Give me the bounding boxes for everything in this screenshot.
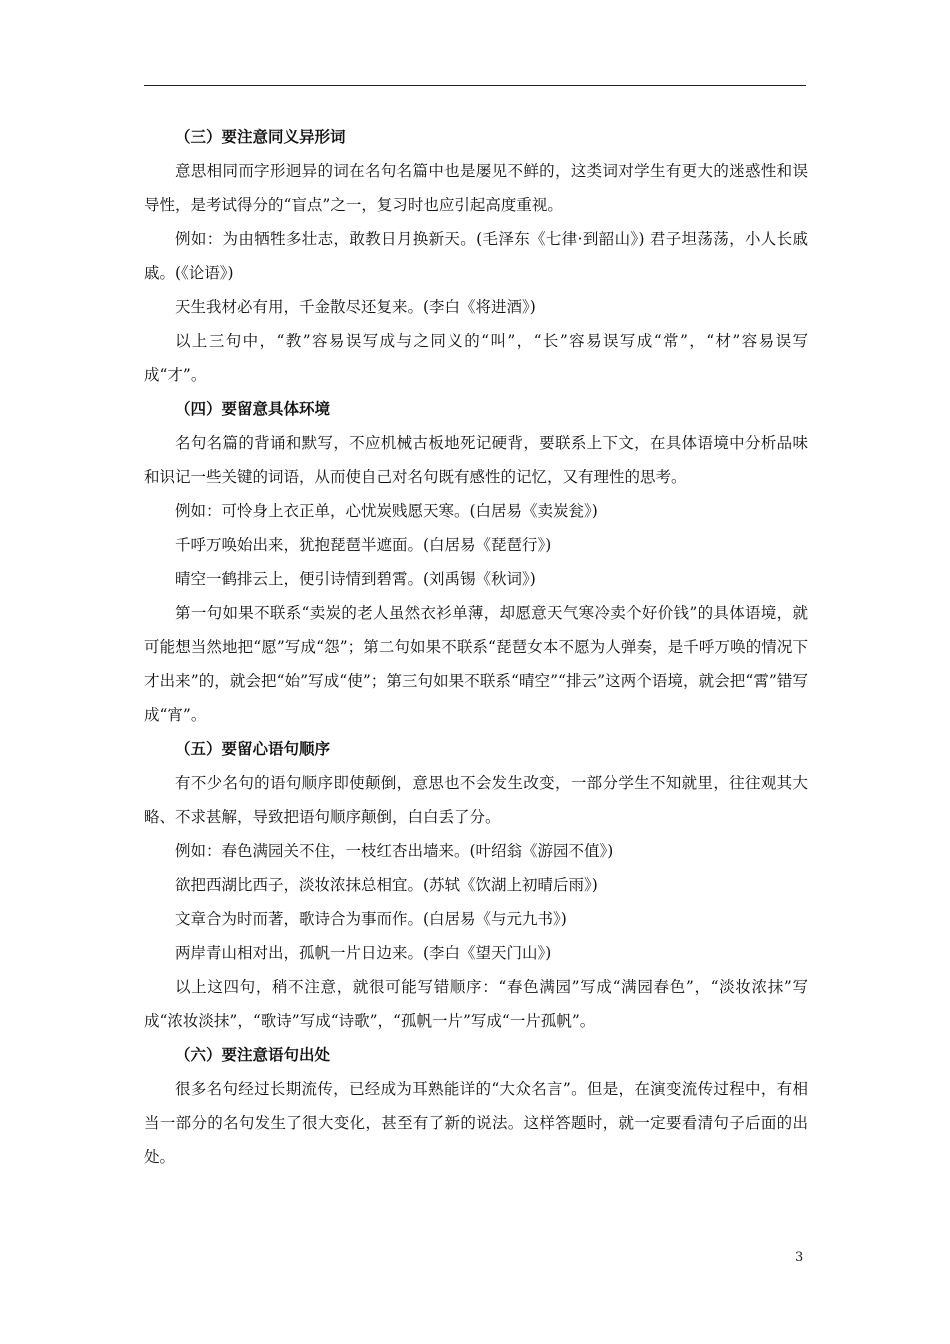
paragraph: 意思相同而字形迥异的词在名句名篇中也是屡见不鲜的，这类词对学生有更大的迷惑性和误导性，是考试得分的“盲点”之一，复习时也应引起高度重视。 bbox=[144, 162, 808, 214]
section-heading-4: （四）要留意具体环境 bbox=[175, 399, 331, 418]
section-heading-3: （三）要注意同义异形词 bbox=[175, 127, 346, 146]
document-body bbox=[144, 120, 808, 1174]
paragraph: 很多名句经过长期流传，已经成为耳熟能详的“大众名言”。但是，在演变流传过程中，有相当一部分的名句发生了很大变化，甚至有了新的说法。这样答题时，就一定要看清句子后面的出处。 bbox=[144, 1080, 808, 1166]
example-line: 例如：可怜身上衣正单，心忧炭贱愿天寒。(白居易《卖炭瓮》) bbox=[175, 502, 598, 520]
page-number: 3 bbox=[795, 1250, 804, 1265]
example-line: 天生我材必有用，千金散尽还复来。(李白《将进酒》) bbox=[175, 298, 536, 316]
paragraph: 以上这四句，稍不注意，就很可能写错顺序：“春色满园”写成“满园春色”，“淡妆浓抹”写成“浓妆淡抹”，“歌诗”写成“诗歌”，“孤帆一片”写成“一片孤帆”。 bbox=[144, 978, 808, 1030]
paragraph: 名句名篇的背诵和默写，不应机械古板地死记硬背，要联系上下文，在具体语境中分析品味和识记一些关键的词语，从而使自己对名句既有感性的记忆，又有理性的思考。 bbox=[144, 434, 808, 486]
example-line: 例如：为由牺牲多壮志，敢教日月换新天。(毛泽东《七律·到韶山》) 君子坦荡荡，小人长戚戚。(《论语》) bbox=[144, 230, 808, 282]
example-line: 欲把西湖比西子，淡妆浓抹总相宜。(苏轼《饮湖上初晴后雨》) bbox=[175, 876, 598, 894]
example-line: 晴空一鹤排云上，便引诗情到碧霄。(刘禹锡《秋词》) bbox=[175, 570, 536, 588]
paragraph: 第一句如果不联系“卖炭的老人虽然衣衫单薄，却愿意天气寒冷卖个好价钱”的具体语境，就可能想当然地把“愿”写成“怨”；第二句如果不联系“琵琶女本不愿为人弹奏，是千呼万唤的情况下才出来”的，就会把“始”写成“使”；第三句如果不联系“晴空”“排云”这两个语境，就会把“霄”错写成“宵”。 bbox=[144, 604, 808, 724]
example-line: 两岸青山相对出，孤帆一片日边来。(李白《望天门山》) bbox=[175, 944, 552, 962]
paragraph: 以上三句中，“教”容易误写成与之同义的“叫”，“长”容易误写成“常”，“材”容易误写成“才”。 bbox=[144, 332, 808, 384]
header-rule bbox=[144, 85, 806, 86]
example-line: 千呼万唤始出来，犹抱琵琶半遮面。(白居易《琵琶行》) bbox=[175, 536, 552, 554]
section-heading-6: （六）要注意语句出处 bbox=[175, 1045, 331, 1064]
example-line: 例如：春色满园关不住，一枝红杏出墙来。(叶绍翁《游园不值》) bbox=[175, 842, 614, 860]
section-heading-5: （五）要留心语句顺序 bbox=[175, 739, 331, 758]
example-line: 文章合为时而著，歌诗合为事而作。(白居易《与元九书》) bbox=[175, 910, 567, 928]
paragraph: 有不少名句的语句顺序即使颠倒，意思也不会发生改变，一部分学生不知就里，往往观其大略、不求甚解，导致把语句顺序颠倒，白白丢了分。 bbox=[144, 774, 808, 826]
